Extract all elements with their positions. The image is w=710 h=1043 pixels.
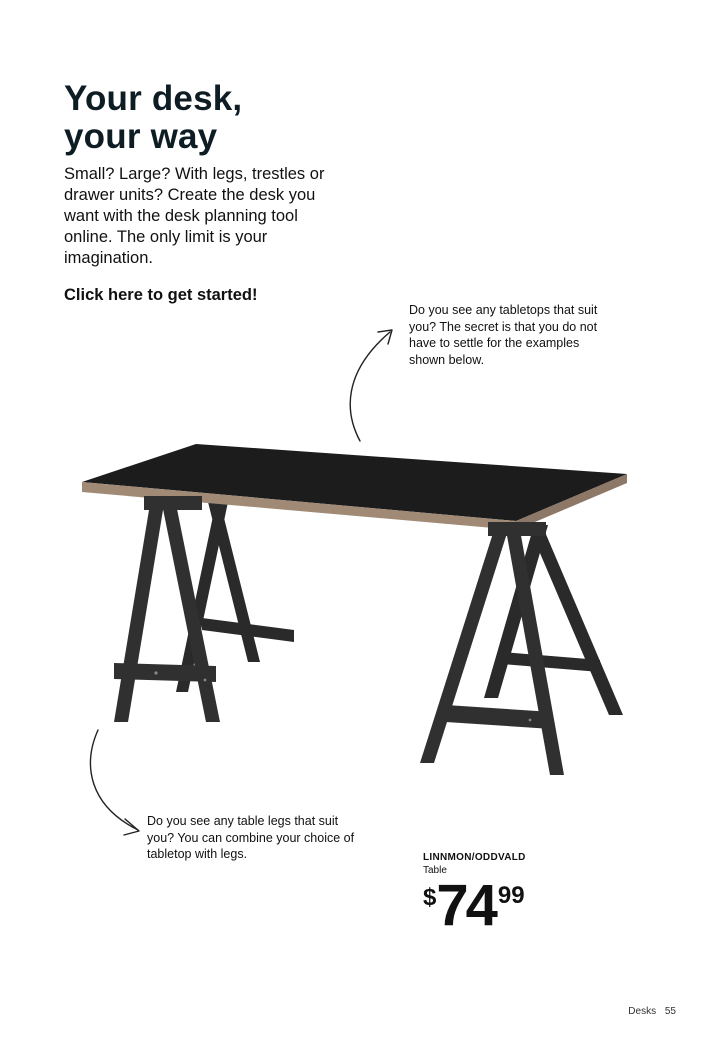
- price-integer: 74: [436, 873, 495, 938]
- get-started-link[interactable]: Click here to get started!: [64, 286, 258, 304]
- price-tag: [423, 873, 526, 938]
- intro-text: Small? Large? With legs, trestles or drawer units? Create the desk you want with the desk planning tool online. The only limit is your imagination.: [64, 165, 325, 267]
- section-name: Desks: [628, 1006, 657, 1017]
- curved-arrow-up-icon: [340, 318, 410, 448]
- product-info: [423, 852, 526, 938]
- page-number: 55: [664, 1006, 676, 1017]
- product-name: LINNMON/ODDVALD: [423, 852, 526, 863]
- desk-illustration: [70, 430, 640, 790]
- title-line-2: your way: [64, 117, 218, 156]
- table-legs-note: Do you see any table legs that suit you? You can combine your choice of tabletop with legs.: [147, 814, 355, 861]
- back-right-trestle: [484, 525, 623, 715]
- price-currency: $: [423, 884, 437, 911]
- page-footer: [628, 1006, 676, 1017]
- product-type: Table: [423, 865, 447, 876]
- price-decimal: 99: [497, 882, 525, 909]
- page-title: [64, 80, 242, 156]
- tabletops-note: Do you see any tabletops that suit you? The secret is that you do not have to settle for the examples shown below.: [409, 303, 598, 367]
- curved-arrow-down-icon: [78, 726, 148, 838]
- title-line-1: Your desk,: [64, 79, 243, 118]
- front-right-trestle: [420, 522, 564, 775]
